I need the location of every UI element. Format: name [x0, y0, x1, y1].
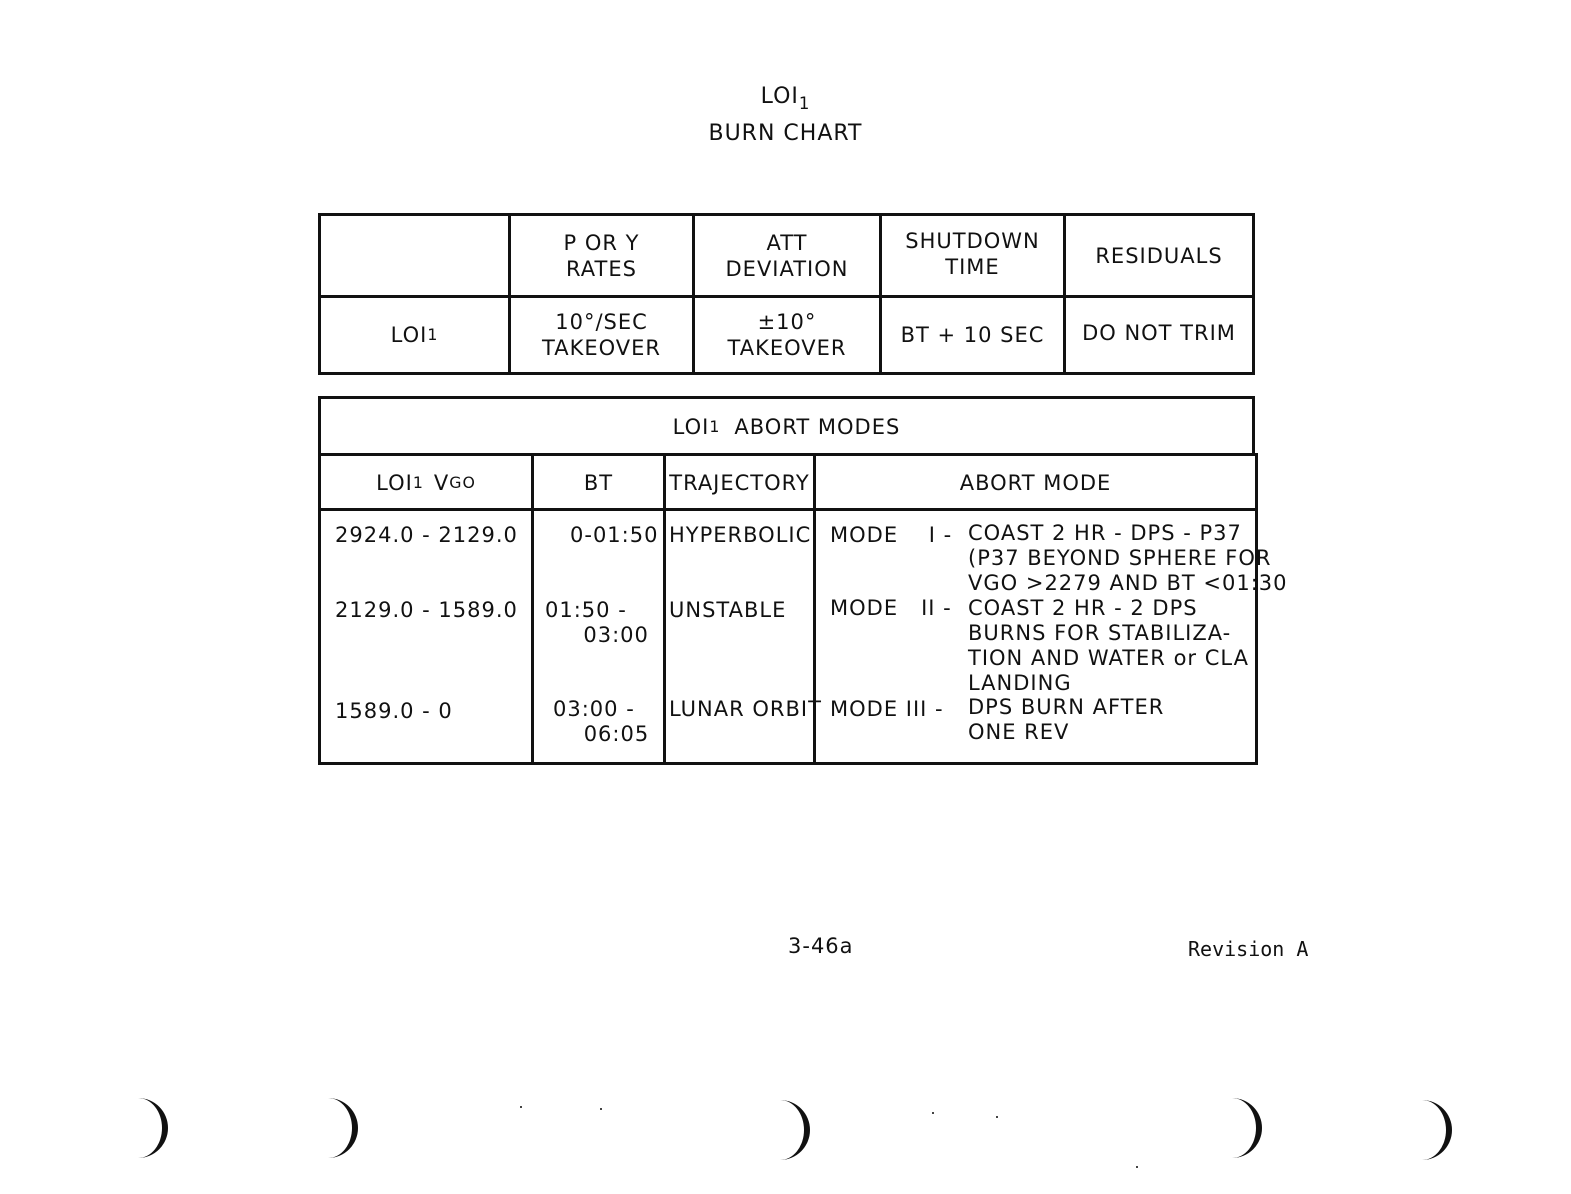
row-vgo: 2129.0 - 1589.0: [335, 598, 518, 622]
header-residuals: RESIDUALS: [1095, 244, 1223, 268]
row-trajectory: UNSTABLE: [669, 598, 787, 622]
binder-hole-mark: [1222, 1098, 1262, 1158]
title-subscript: 1: [798, 93, 811, 113]
row-trajectory: LUNAR ORBIT: [669, 697, 822, 721]
chart-title: [0, 84, 1571, 113]
cell-deviation: ±10° TAKEOVER: [727, 310, 847, 360]
scan-speck: [996, 1116, 998, 1118]
scan-speck: [600, 1108, 602, 1110]
cell-rates: 10°/SEC TAKEOVER: [542, 310, 661, 360]
row-label: LOI 1: [390, 323, 439, 347]
revision-label: Revision A: [1188, 937, 1309, 961]
abort-header-divider: [318, 508, 1258, 511]
cell-shutdown: BT + 10 SEC: [900, 323, 1045, 347]
header-bt: BT: [583, 471, 614, 495]
binder-hole-mark: [128, 1098, 168, 1158]
row-bt: 01:50 - 03:00: [545, 598, 649, 647]
cell-residuals: DO NOT TRIM: [1082, 321, 1236, 345]
abort-title-text: LOI: [672, 415, 710, 439]
header-abort-mode: ABORT MODE: [959, 471, 1112, 495]
row-bt: 03:00 - 06:05: [553, 697, 650, 746]
header-vgo: LOI 1 V GO: [376, 471, 476, 495]
vgo-v: V: [433, 471, 450, 495]
scan-speck: [520, 1106, 522, 1108]
row-bt: 0-01:50: [570, 523, 659, 547]
scan-speck: [932, 1112, 934, 1114]
header-trajectory: TRAJECTORY: [669, 471, 810, 495]
row-description: COAST 2 HR - 2 DPS BURNS FOR STABILIZA- TION AND WATER or CLA LANDING: [968, 596, 1249, 695]
page-number: 3-46a: [788, 934, 854, 958]
chart-subtitle: BURN CHART: [708, 121, 863, 146]
row-description: COAST 2 HR - DPS - P37 (P37 BEYOND SPHERE FOR VGO >2279 AND BT <01:30: [968, 521, 1288, 595]
binder-hole-mark: [770, 1100, 810, 1160]
header-deviation: ATT DEVIATION: [725, 231, 849, 281]
row-vgo: 2924.0 - 2129.0: [335, 523, 518, 547]
row-label-text: LOI: [390, 323, 428, 347]
row-trajectory: HYPERBOLIC: [669, 523, 812, 547]
binder-hole-mark: [318, 1098, 358, 1158]
header-rates: P OR Y RATES: [563, 231, 640, 281]
row-description: DPS BURN AFTER ONE REV: [968, 695, 1165, 744]
row-mode: MODE III -: [830, 697, 944, 721]
abort-title-suffix: ABORT MODES: [734, 415, 901, 439]
header-shutdown: SHUTDOWN TIME: [905, 229, 1040, 279]
vgo-text: LOI: [376, 471, 413, 495]
scan-speck: [1136, 1166, 1138, 1168]
binder-hole-mark: [1412, 1100, 1452, 1160]
title-text: LOI: [760, 84, 799, 109]
abort-modes-title: LOI 1 ABORT MODES: [672, 415, 901, 439]
row-mode: MODE I -: [830, 523, 953, 547]
row-vgo: 1589.0 - 0: [335, 699, 453, 723]
row-mode: MODE II -: [830, 596, 952, 620]
